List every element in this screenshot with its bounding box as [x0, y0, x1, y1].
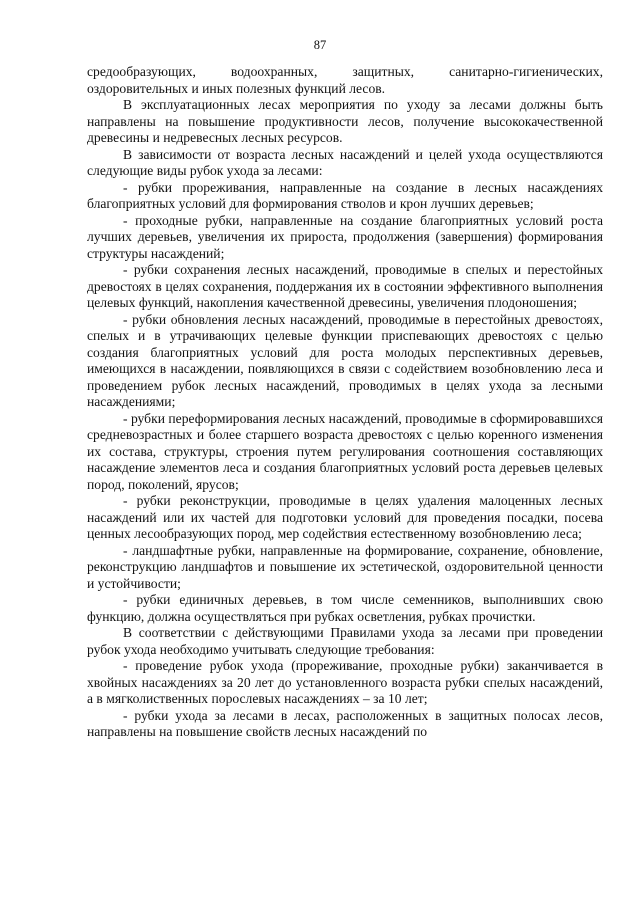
list-item: - рубки ухода за лесами в лесах, расположенных в защитных полосах лесов, направлены на повышение свойств лесных насаждений по [87, 707, 603, 739]
paragraph: средообразующих, водоохранных, защитных, санитарно-гигиенических, оздоровительных и иных полезных функций лесов. [87, 64, 603, 96]
paragraph: В зависимости от возраста лесных насаждений и целей ухода осуществляются следующие виды рубок ухода за лесами: [87, 146, 603, 178]
list-item: - рубки обновления лесных насаждений, проводимые в перестойных древостоях, спелых и в утрачивающих целевые функции приспевающих древостоях с целью создания благоприятных условий для роста молодых перспективных деревьев, имеющихся в насаждении, появляющихся в связи с содействием возобновлению леса и проведением рубок лесных насаждений, проводимых в целях ухода за лесными насаждениями; [87, 311, 603, 409]
paragraph: В соответствии с действующими Правилами ухода за лесами при проведении рубок ухода необходимо учитывать следующие требования: [87, 625, 603, 657]
body-text [87, 64, 603, 741]
list-item: - рубки реконструкции, проводимые в целях удаления малоценных лесных насаждений или их частей для подготовки условий для проведения посадки, посева ценных лесообразующих пород, мер содействия естественному возобновлению леса; [87, 493, 603, 541]
list-item: - рубки единичных деревьев, в том числе семенников, выполнивших свою функцию, должна осуществляться при рубках осветления, рубках прочистки. [87, 592, 603, 624]
list-item: - рубки сохранения лесных насаждений, проводимые в спелых и перестойных древостоях в целях сохранения, поддержания их в состоянии эффективного выполнения целевых функций, накопления качественной древесины, увеличения плодоношения; [87, 262, 603, 310]
list-item: - проходные рубки, направленные на создание благоприятных условий роста лучших деревьев, увеличения их прироста, продолжения (завершения) формирования структуры насаждений; [87, 212, 603, 261]
page-number: 87 [313, 38, 327, 52]
list-item: - рубки прореживания, направленные на создание в лесных насаждениях благоприятных условий для формирования стволов и крон лучших деревьев; [87, 179, 603, 211]
list-item: - проведение рубок ухода (прореживание, проходные рубки) заканчивается в хвойных насаждениях за 20 лет до установленного возраста рубки спелых насаждений, а в мягколиственных порослевых насаждениях – за 10 лет; [87, 658, 603, 706]
list-item: - ландшафтные рубки, направленные на формирование, сохранение, обновление, реконструкцию ландшафтов и повышение их эстетической, оздоровительной ценности и устойчивости; [87, 542, 603, 591]
list-item: - рубки переформирования лесных насаждений, проводимые в сформировавшихся средневозрастных и более старшего возраста древостоях с целью коренного изменения их состава, структуры, строения путем регулирования соотношения составляющих насаждение элементов леса и создания благоприятных условий роста деревьев целевых пород, поколений, ярусов; [87, 410, 603, 492]
paragraph: В эксплуатационных лесах мероприятия по уходу за лесами должны быть направлены на повышение продуктивности лесов, получение высококачественной древесины и недревесных лесных ресурсов. [87, 97, 603, 145]
